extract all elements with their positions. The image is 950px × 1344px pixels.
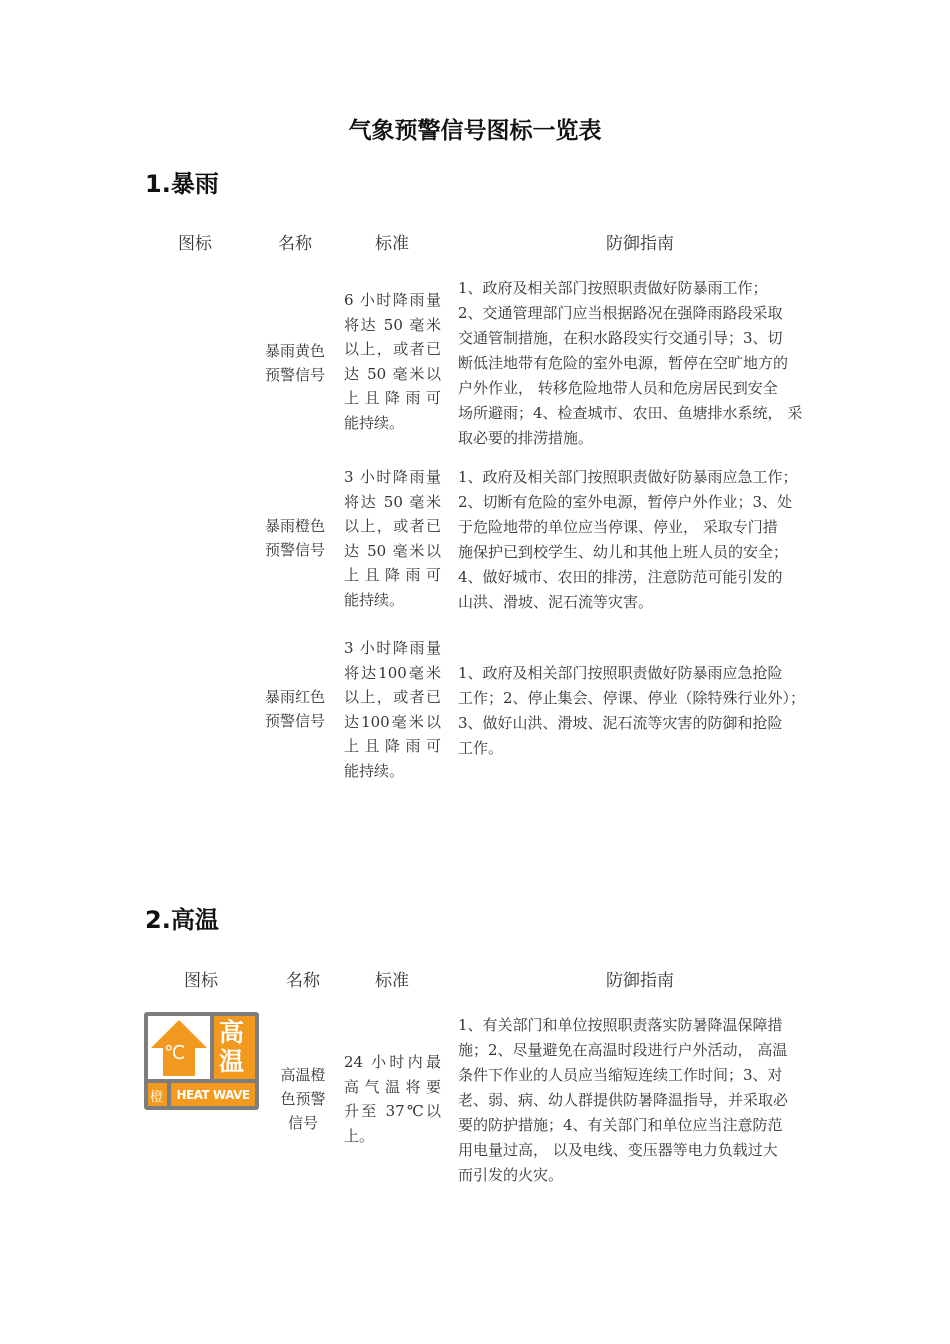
signal-guide: 1、政府及相关部门按照职责做好防暴雨应急抢险 工作；2、停止集会、停课、停业（除特殊行业外）； 3、做好山洪、滑坡、泥石流等灾害的防御和抢险 工作。 xyxy=(458,664,806,757)
signal-name: 暴雨黄色 预警信号 xyxy=(264,342,325,384)
section-heading-rainstorm: 1.暴雨 xyxy=(145,170,219,198)
heat-icon-caption-en: HEAT WAVE xyxy=(176,1088,250,1102)
header-icon: 图标 xyxy=(178,234,212,254)
document-title: 气象预警信号图标一览表 xyxy=(348,118,602,144)
section-heading-heat: 2.高温 xyxy=(145,906,219,934)
header-guide: 防御指南 xyxy=(606,234,674,254)
heat-icon-title-char: 高 xyxy=(219,1018,245,1047)
signal-standard: 3 小时降雨量 将达100毫米 以上，或者已 达100毫米以 上且降雨可 能持续。 xyxy=(344,639,441,780)
header-standard: 标准 xyxy=(375,234,409,254)
heat-icon-caption-cn: 橙 xyxy=(150,1090,164,1105)
signal-name: 暴雨橙色 预警信号 xyxy=(264,517,325,559)
heat-orange-warning-icon xyxy=(144,1012,259,1110)
signal-guide: 1、政府及相关部门按照职责做好防暴雨工作； 2、交通管理部门应当根据路况在强降雨路段采取 交通管制措施，在积水路段实行交通引导；3、切 断低洼地带有危险的室外电源，暂停在空旷地方的 户外作业， 转移危险地带人员和危房居民到安全 场所避雨；4、检查城市、农田、鱼塘排水系统， 采 取必要的排涝措施。 xyxy=(458,279,803,447)
signal-name: 高温橙 色预警 信号 xyxy=(280,1066,326,1132)
heat-icon-celsius-symbol: ℃ xyxy=(164,1042,186,1064)
signal-standard: 6 小时降雨量 将达 50 毫米 以上，或者已 达 50 毫米以 上且降雨可 能持续。 xyxy=(344,291,441,432)
header-name: 名称 xyxy=(278,234,312,254)
heat-icon-title-char: 温 xyxy=(219,1047,245,1076)
signal-guide: 1、政府及相关部门按照职责做好防暴雨应急工作； 2、切断有危险的室外电源，暂停户外作业；3、处 于危险地带的单位应当停课、停业， 采取专门措 施保护已到校学生、幼儿和其他上班人员的安全； 4、做好城市、农田的排涝，注意防范可能引发的 山洪、滑坡、泥石流等灾害。 xyxy=(458,468,798,611)
signal-name: 暴雨红色 预警信号 xyxy=(264,688,325,730)
signal-standard: 24 小时内最 高气温将要 升至 37℃以 上。 xyxy=(344,1053,441,1145)
signal-standard: 3 小时降雨量 将达 50 毫米 以上，或者已 达 50 毫米以 上且降雨可 能持续。 xyxy=(344,468,441,609)
header-name: 名称 xyxy=(286,971,320,991)
header-icon: 图标 xyxy=(184,971,218,991)
header-guide: 防御指南 xyxy=(606,971,674,991)
header-standard: 标准 xyxy=(375,971,409,991)
signal-guide: 1、有关部门和单位按照职责落实防暑降温保障措 施；2、尽量避免在高温时段进行户外活动， 高温 条件下作业的人员应当缩短连续工作时间；3、对 老、弱、病、幼人群提供防暑降温指导，并采取必 要的防护措施；4、有关部门和单位应当注意防范 用电量过高， 以及电线、变压器等电力负载过大 而引发的火灾。 xyxy=(458,1016,789,1184)
